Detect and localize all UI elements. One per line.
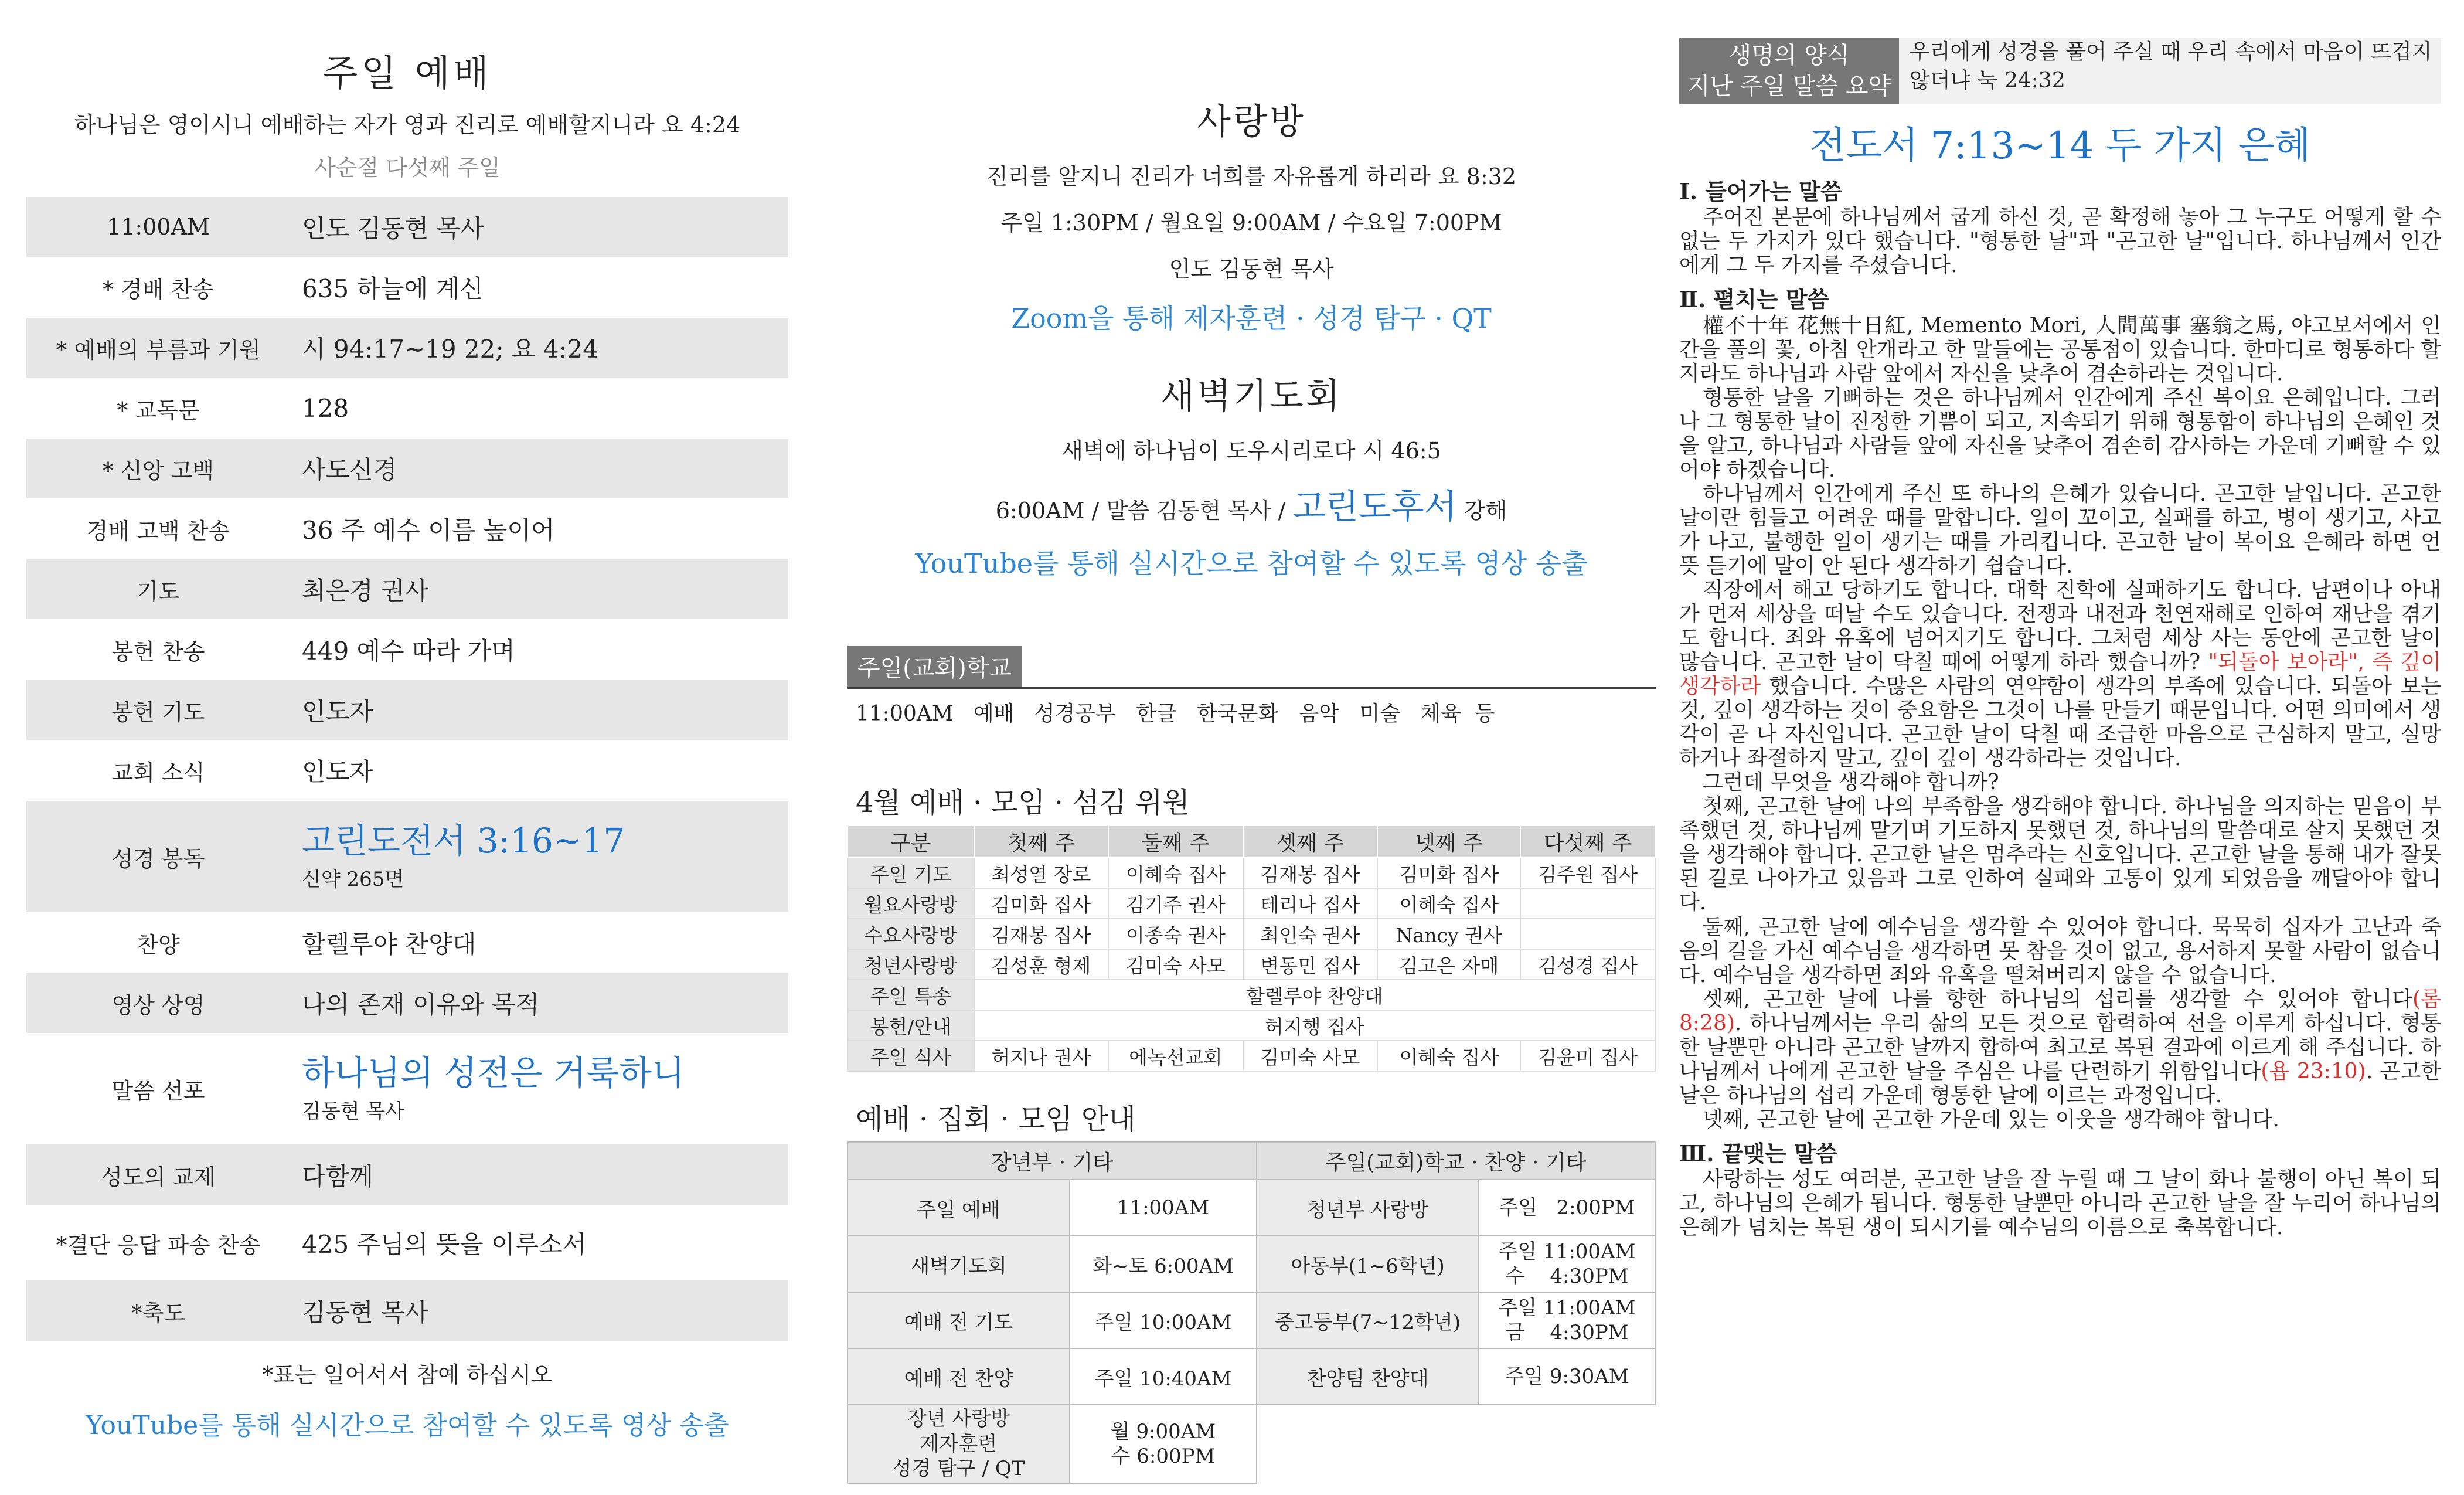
- duty-cell: 허지행 집사: [974, 1010, 1655, 1041]
- order-value: 시 94:17~19 22; 요 4:24: [302, 335, 599, 363]
- order-row: [26, 801, 788, 912]
- paragraph: 넷째, 곤고한 날에 곤고한 가운데 있는 이웃을 생각해야 합니다.: [1703, 1107, 2279, 1132]
- guide-cell: 아동부(1~6학년): [1257, 1236, 1479, 1292]
- section-heading: Ⅲ. 끝맺는 말씀: [1679, 1140, 1837, 1167]
- order-label: * 신앙 고백: [103, 457, 214, 484]
- scripture-ref: (욥 23:10): [2261, 1059, 2366, 1083]
- duty-row: [848, 949, 1655, 980]
- guide-cell: 예배 전 찬양: [848, 1348, 1070, 1405]
- order-row: [26, 680, 788, 740]
- duty-cell: 김미화 집사: [974, 888, 1108, 919]
- guide-row: [848, 1236, 1655, 1292]
- paragraph: 주어진 본문에 하나님께서 굽게 하신 것, 곧 확정해 놓아 그 누구도 어떻게 할 수 없는 두 가지가 있다 했습니다. "형통한 날"과 "곤고한 날"입니다. 하나님께서 인간에게 그 두 가지를 주셨습니다.: [1679, 205, 2441, 278]
- guide-title: 예배 · 집회 · 모임 안내: [856, 1103, 1136, 1136]
- order-row: [26, 439, 788, 498]
- guide-row: [848, 1180, 1655, 1236]
- order-row: [26, 973, 788, 1033]
- order-row: [26, 197, 788, 257]
- duty-row: [848, 858, 1655, 888]
- ministry-column: [847, 0, 1656, 1484]
- duty-header: 첫째 주: [974, 825, 1108, 858]
- order-row: [26, 740, 788, 801]
- guide-cell: 주일 11:00AM 수 4:30PM: [1479, 1236, 1655, 1292]
- duty-cell: 이혜숙 집사: [1108, 858, 1243, 888]
- sermon-body: [1679, 179, 2441, 1239]
- duty-cell: 최성열 장로: [974, 858, 1108, 888]
- guide-table: [847, 1141, 1656, 1484]
- standing-note: *표는 일어서서 참예 하십시오: [262, 1362, 553, 1388]
- duty-header: 넷째 주: [1377, 825, 1520, 858]
- dawn-book: 고린도후서: [1292, 487, 1457, 526]
- order-value: 인도 김동현 목사: [302, 214, 484, 243]
- paragraph: [1679, 987, 2441, 1107]
- guide-header-left: 장년부 · 기타: [848, 1142, 1257, 1180]
- dawn-verse: 새벽에 하나님이 도우시리로다 시 46:5: [1061, 438, 1441, 464]
- guide-cell: 주일 10:00AM: [1070, 1292, 1257, 1348]
- guide-cell: 월 9:00AM 수 6:00PM: [1070, 1405, 1257, 1483]
- order-row: [26, 318, 788, 378]
- order-label: 성도의 교제: [101, 1164, 216, 1190]
- order-row: [26, 257, 788, 318]
- duty-cell: 김재봉 집사: [974, 919, 1108, 949]
- order-row: [26, 1205, 788, 1280]
- order-label: 말씀 선포: [111, 1078, 205, 1104]
- paragraph: 첫째, 곤고한 날에 나의 부족함을 생각해야 합니다. 하나님을 의지하는 믿음이 부족했던 것, 하나님께 맡기며 기도하지 못했던 것, 하나님의 말씀대로 살지 못했던 것을 생각해야 합니다. 곤고한 날은 멈추라는 신호입니다. 곤고한 날을 통해 내가 잘못된 길로 나아가고 있음과 그로 인하여 실패와 고통이 있게 되었음을 깨달아야 합니다.: [1679, 794, 2441, 915]
- preacher: 김동현 목사: [302, 1099, 405, 1123]
- order-value: 최은경 권사: [302, 576, 429, 605]
- order-row: [26, 559, 788, 619]
- section-heading: Ⅱ. 펼치는 말씀: [1679, 286, 1829, 313]
- order-label: 봉헌 찬송: [111, 638, 205, 665]
- order-label: * 예배의 부름과 기원: [56, 337, 261, 363]
- order-label: 영상 상영: [111, 992, 205, 1018]
- order-row: [26, 378, 788, 439]
- duty-row: [848, 1010, 1655, 1041]
- text-run: 직장에서 해고 당하기도 합니다. 대학 진학에 실패하기도 합니다. 남편이나 아내가 먼저 세상을 떠날 수도 있습니다. 전쟁과 내전과 천연재해로 인하여 재난을 겪기도 합니다. 죄와 유혹에 넘어지기도 합니다. 그처럼 세상 사는 동안에 곤고한 날이 많습니다. 곤고한 날이 닥칠 때에 어떻게 하라 했습니까?: [1679, 578, 2441, 675]
- duty-cell: Nancy 권사: [1377, 919, 1520, 949]
- duty-cell: [1520, 888, 1655, 919]
- paragraph: 그런데 무엇을 생각해야 합니까?: [1703, 770, 1999, 795]
- sarang-title: 사랑방: [1197, 101, 1306, 142]
- text-run: 했습니다. 수많은 사람의 연약함이 생각의 부족에 있습니다. 되돌아 보는 것, 깊이 생각하는 것이 중요함은 그것이 나를 만들기 때문입니다. 어떤 의미에서 생각이 곧 나 자신입니다. 곤고한 날이 닥칠 때 조급한 마음으로 근심하지 말고, 실망하거나 좌절하지 말고, 깊이 깊이 생각하라는 것입니다.: [1679, 674, 2441, 771]
- duty-row: [848, 919, 1655, 949]
- duty-cell: 수요사랑방: [848, 919, 974, 949]
- duty-cell: 김성훈 형제: [974, 949, 1108, 980]
- order-label: *축도: [131, 1300, 186, 1326]
- guide-header-row: [848, 1142, 1655, 1180]
- duty-cell: 김재봉 집사: [1243, 858, 1377, 888]
- sermon-box-line1: 생명의 양식: [1728, 42, 1850, 69]
- guide-cell: 11:00AM: [1070, 1180, 1257, 1236]
- order-label: * 경배 찬송: [103, 276, 214, 303]
- duty-cell: 월요사랑방: [848, 888, 974, 919]
- sermon-column: [1679, 0, 2441, 1239]
- duty-header: 다섯째 주: [1520, 825, 1655, 858]
- order-value: 할렐루야 찬양대: [302, 930, 477, 959]
- duty-header: 셋째 주: [1243, 825, 1377, 858]
- order-value: [290, 1054, 788, 1124]
- order-label: 봉헌 기도: [111, 699, 205, 725]
- duty-cell: 최인숙 권사: [1243, 919, 1377, 949]
- order-row: [26, 1033, 788, 1144]
- sermon-quote: 우리에게 성경을 풀어 주실 때 우리 속에서 마음이 뜨겁지 않더냐 눅 24:32: [1899, 38, 2441, 104]
- duty-cell: 김미숙 사모: [1243, 1041, 1377, 1071]
- youtube-notice: YouTube를 통해 실시간으로 참여할 수 있도록 영상 송출: [86, 1411, 729, 1440]
- guide-empty-cell: [1479, 1405, 1655, 1483]
- scripture-ref: (롬 8:28): [1679, 987, 2441, 1035]
- text-run: 셋째, 곤고한 날에 나를 향한 하나님의 섭리를 생각할 수 있어야 합니다: [1703, 987, 2413, 1011]
- order-row: [26, 1144, 788, 1205]
- paragraph: 權不十年 花無十日紅, Memento Mori, 人間萬事 塞翁之馬, 야고보서에서 인간을 풀의 꽃, 아침 안개라고 한 말들에는 공통점이 있습니다. 한마디로 형통하다 할지라도 하나님과 사람 앞에서 자신을 낮추어 겸손하라는 것입니다.: [1679, 313, 2441, 386]
- duty-cell: [1520, 919, 1655, 949]
- guide-cell: 주일 2:00PM: [1479, 1180, 1655, 1236]
- duty-cell: 허지나 권사: [974, 1041, 1108, 1071]
- guide-row: [848, 1405, 1655, 1483]
- order-value: 425 주님의 뜻을 이루소서: [302, 1230, 587, 1259]
- order-value: 635 하늘에 계신: [302, 274, 484, 303]
- zoom-notice: Zoom을 통해 제자훈련 · 성경 탐구 · QT: [1011, 303, 1492, 334]
- guide-row: [848, 1348, 1655, 1405]
- duty-cell: 할렐루야 찬양대: [974, 980, 1655, 1010]
- school-header: [847, 651, 1656, 689]
- sermon-box-line2: 지난 주일 말씀 요약: [1687, 73, 1891, 100]
- duty-row: [848, 888, 1655, 919]
- duty-cell: 주일 식사: [848, 1041, 974, 1071]
- duty-row: [848, 980, 1655, 1010]
- duty-cell: 이혜숙 집사: [1377, 888, 1520, 919]
- order-row: [26, 498, 788, 559]
- duty-row: [848, 1041, 1655, 1071]
- duty-cell: 김미숙 사모: [1108, 949, 1243, 980]
- guide-cell: 청년부 사랑방: [1257, 1180, 1479, 1236]
- duty-cell: 김미화 집사: [1377, 858, 1520, 888]
- order-value: 인도자: [302, 697, 373, 726]
- text-run: . 곤고한 날은 하나님의 섭리 가운데 형통한 날에 이르는 과정입니다.: [1679, 1059, 2441, 1107]
- school-tag: 주일(교회)학교: [847, 646, 1022, 687]
- scripture-reading: 고린도전서 3:16~17: [302, 821, 625, 861]
- order-value: 나의 존재 이유와 목적: [302, 990, 540, 1019]
- order-value: 사도신경: [302, 456, 397, 484]
- order-value: [290, 821, 788, 892]
- guide-cell: 화~토 6:00AM: [1070, 1236, 1257, 1292]
- sermon-header: [1679, 38, 2441, 104]
- paragraph: 사랑하는 성도 여러분, 곤고한 날을 잘 누릴 때 그 날이 화나 불행이 아닌 복이 되고, 하나님의 은혜가 됩니다. 형통한 날뿐만 아니라 곤고한 날을 잘 누리어 하나님의 은혜가 넘치는 복된 생이 되시기를 예수님의 이름으로 축복합니다.: [1679, 1167, 2441, 1240]
- order-value: 449 예수 따라 가며: [302, 637, 515, 665]
- order-label: 교회 소식: [111, 759, 205, 786]
- duty-cell: 변동민 집사: [1243, 949, 1377, 980]
- dawn-title: 새벽기도회: [1160, 376, 1342, 417]
- guide-header-right: 주일(교회)학교 · 찬양 · 기타: [1257, 1142, 1655, 1180]
- duty-cell: 이혜숙 집사: [1377, 1041, 1520, 1071]
- order-label: 성경 봉독: [111, 845, 205, 872]
- duty-cell: 김고은 자매: [1377, 949, 1520, 980]
- highlight-text: "되돌아 보아라", 즉 깊이 생각하라: [1679, 650, 2442, 699]
- duty-cell: 테리나 집사: [1243, 888, 1377, 919]
- worship-title: 주일 예배: [322, 52, 492, 94]
- order-value: 다함께: [302, 1162, 373, 1191]
- guide-cell: 중고등부(7~12학년): [1257, 1292, 1479, 1348]
- guide-cell: 새벽기도회: [848, 1236, 1070, 1292]
- order-label: 11:00AM: [107, 214, 210, 240]
- paragraph: 형통한 날을 기뻐하는 것은 하나님께서 인간에게 주신 복이요 은혜입니다. 그러나 그 형통한 날이 진정한 기쁨이 되고, 지속되기 위해 형통함이 하나님의 은혜인 것을 알고, 하나님과 사람들 앞에 자신을 낮추어 겸손히 감사하는 가운데 기뻐할 수 있어야 하겠습니다.: [1679, 385, 2441, 482]
- paragraph: 하나님께서 인간에게 주신 또 하나의 은혜가 있습니다. 곤고한 날입니다. 곤고한 날이란 힘들고 어려운 때를 말합니다. 일이 꼬이고, 실패를 하고, 병이 생기고, 사고가 나고, 불행한 일이 생기는 때를 가리킵니다. 곤고한 날이 복이요 은혜라 하면 언뜻 듣기에 말이 안 된다 생각하기 쉽습니다.: [1679, 481, 2441, 579]
- order-row: [26, 912, 788, 973]
- duty-cell: 이종숙 권사: [1108, 919, 1243, 949]
- sarang-verse: 진리를 알지니 진리가 너희를 자유롭게 하리라 요 8:32: [986, 164, 1517, 189]
- duty-cell: 주일 특송: [848, 980, 974, 1010]
- guide-cell: 주일 11:00AM 금 4:30PM: [1479, 1292, 1655, 1348]
- school-programs: 11:00AM 예배 성경공부 한글 한국문화 음악 미술 체육 등: [856, 702, 1495, 726]
- dawn-time: [847, 479, 1656, 528]
- duty-cell: 김성경 집사: [1520, 949, 1655, 980]
- guide-cell: 주일 9:30AM: [1479, 1348, 1655, 1405]
- duty-cell: 봉헌/안내: [848, 1010, 974, 1041]
- paragraph: [1679, 578, 2441, 770]
- order-label: 기도: [137, 578, 180, 604]
- duty-header: 구분: [848, 825, 974, 858]
- sarang-leader: 인도 김동현 목사: [1169, 256, 1334, 282]
- duty-cell: 김윤미 집사: [1520, 1041, 1655, 1071]
- sermon-title: 하나님의 성전은 거룩하니: [302, 1053, 685, 1093]
- duty-cell: 에녹선교회: [1108, 1041, 1243, 1071]
- duty-table: [847, 825, 1656, 1072]
- order-label: 경배 고백 찬송: [86, 518, 230, 544]
- duty-cell: 청년사랑방: [848, 949, 974, 980]
- order-label: *결단 응답 파송 찬송: [56, 1232, 261, 1258]
- worship-season: 사순절 다섯째 주일: [314, 155, 501, 181]
- duty-header: 둘째 주: [1108, 825, 1243, 858]
- paragraph: 둘째, 곤고한 날에 예수님을 생각할 수 있어야 합니다. 묵묵히 십자가 고난과 죽음의 길을 가신 예수님을 생각하면 못 참을 것이 없고, 용서하지 못할 사람이 없습니다. 예수님을 생각하면 죄와 유혹을 떨쳐버리지 않을 수 없습니다.: [1679, 915, 2441, 987]
- order-label: 찬양: [137, 932, 180, 958]
- duty-header-row: [848, 825, 1655, 858]
- guide-cell: 장년 사랑방 제자훈련 성경 탐구 / QT: [848, 1405, 1070, 1483]
- duty-cell: 김주원 집사: [1520, 858, 1655, 888]
- guide-cell: 주일 예배: [848, 1180, 1070, 1236]
- order-value: 인도자: [302, 757, 373, 786]
- sermon-box: [1679, 38, 1899, 104]
- worship-verse: 하나님은 영이시니 예배하는 자가 영과 진리로 예배할지니라 요 4:24: [74, 112, 741, 138]
- guide-empty-cell: [1257, 1405, 1479, 1483]
- order-value: 36 주 예수 이름 높이어: [302, 516, 555, 545]
- order-value: 128: [302, 393, 349, 423]
- guide-cell: 예배 전 기도: [848, 1292, 1070, 1348]
- guide-cell: 주일 10:40AM: [1070, 1348, 1257, 1405]
- scripture-page: 신약 265면: [302, 867, 404, 891]
- guide-cell: 찬양팀 찬양대: [1257, 1348, 1479, 1405]
- order-of-service: [26, 197, 788, 1341]
- duty-cell: 김기주 권사: [1108, 888, 1243, 919]
- order-row: [26, 1280, 788, 1341]
- dawn-time-pre: 6:00AM / 말씀 김동현 목사 /: [995, 498, 1286, 524]
- order-label: * 교독문: [117, 397, 200, 423]
- worship-column: [26, 0, 788, 1442]
- order-value: 김동현 목사: [302, 1298, 429, 1327]
- duty-cell: 주일 기도: [848, 858, 974, 888]
- dawn-time-post: 강해: [1464, 498, 1507, 524]
- sermon-summary-title: 전도서 7:13~14 두 가지 은혜: [1809, 124, 2311, 168]
- dawn-youtube: YouTube를 통해 실시간으로 참여할 수 있도록 영상 송출: [915, 548, 1588, 579]
- duty-title: 4월 예배 · 모임 · 섬김 위원: [856, 786, 1190, 819]
- text-run: . 하나님께서는 우리 삶의 모든 것으로 합력하여 선을 이루게 하십니다. 형통한 날뿐만 아니라 곤고한 날까지 합하여 최고로 복된 결과에 이르게 해 주십니다. 하나님께서 나에게 곤고한 날을 주심은 나를 단련하기 위함입니다: [1679, 1011, 2441, 1083]
- sarang-times: 주일 1:30PM / 월요일 9:00AM / 수요일 7:00PM: [1000, 210, 1502, 236]
- guide-row: [848, 1292, 1655, 1348]
- order-row: [26, 619, 788, 680]
- section-heading: Ⅰ. 들어가는 말씀: [1679, 178, 1842, 205]
